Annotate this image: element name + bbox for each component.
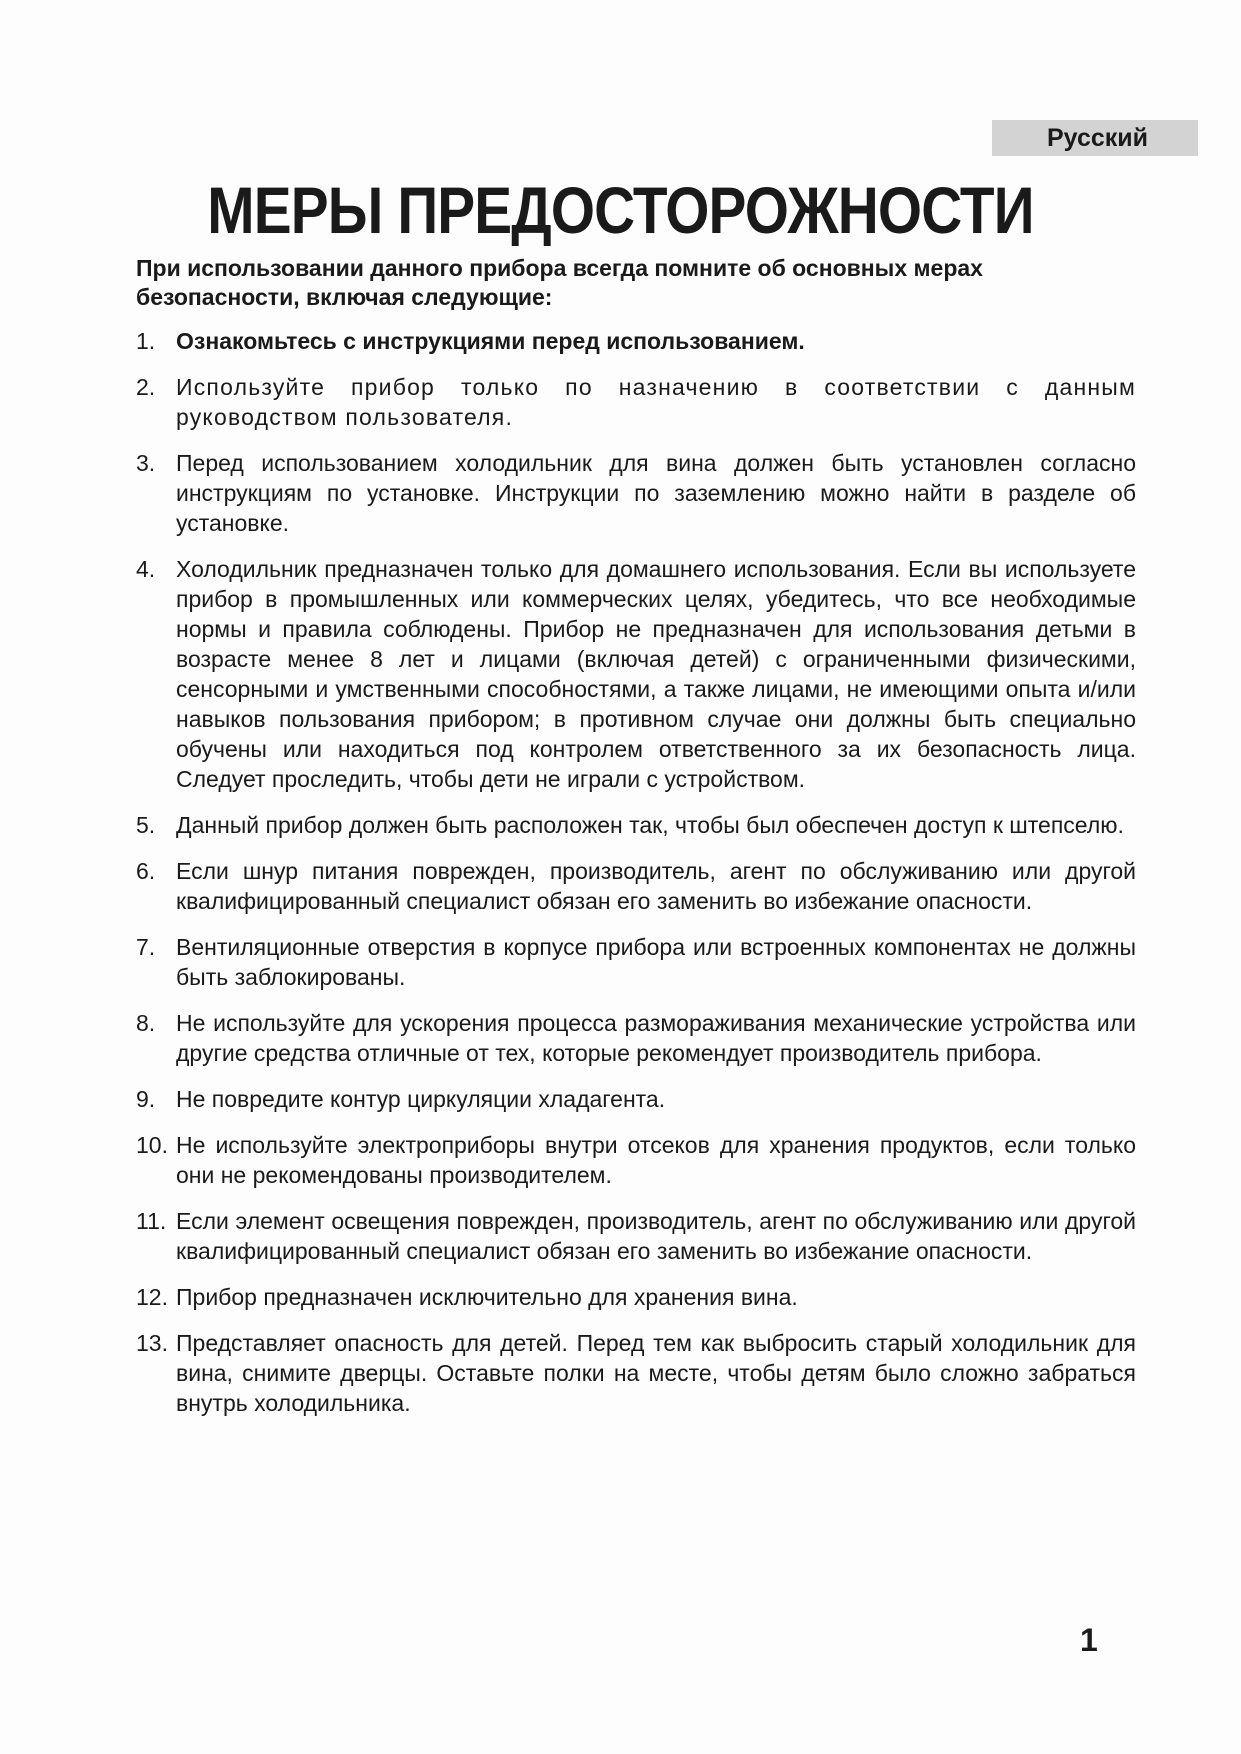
list-item — [136, 932, 1136, 992]
list-item — [136, 1282, 1136, 1312]
page-title: МЕРЫ ПРЕДОСТОРОЖНОСТИ — [207, 173, 1034, 247]
item-number: 8. — [136, 1010, 156, 1036]
item-text: Используйте прибор только по назначению в соответствии с данным руководством пользователя. — [176, 374, 1136, 430]
item-number: 10. — [136, 1132, 168, 1158]
list-item — [136, 1008, 1136, 1068]
item-number: 2. — [136, 374, 156, 400]
item-number: 11. — [136, 1208, 167, 1234]
item-text: Прибор предназначен исключительно для хранения вина. — [176, 1284, 798, 1310]
list-item — [136, 554, 1136, 794]
item-text: Представляет опасность для детей. Перед тем как выбросить старый холодильник для вина, снимите дверцы. Оставьте полки на месте, чтобы детям было сложно забраться внутрь холодильника. — [176, 1330, 1136, 1416]
list-item — [136, 326, 1136, 356]
item-number: 3. — [136, 450, 156, 476]
list-item — [136, 810, 1136, 840]
item-number: 9. — [136, 1086, 156, 1112]
item-text: Холодильник предназначен только для домашнего использования. Если вы используете прибор в промышленных или коммерческих целях, убедитесь, что все необходимые нормы и правила соблюдены. Прибор не предназначен для использования детьми в возрасте менее 8 лет и лицами (включая детей) с ограниченными физическими, сенсорными и умственными способностями, а также лицами, не имеющими опыта и/или навыков пользования прибором; в противном случае они должны быть специально обучены или находиться под контролем ответственного за их безопасность лица. Следует проследить, чтобы дети не играли с устройством. — [176, 556, 1136, 792]
list-item — [136, 1206, 1136, 1266]
page-number: 1 — [1080, 1622, 1098, 1658]
item-number: 13. — [136, 1330, 168, 1356]
item-number: 6. — [136, 858, 156, 884]
item-text: Вентиляционные отверстия в корпусе прибора или встроенных компонентах не должны быть заблокированы. — [176, 934, 1136, 990]
item-text: Ознакомьтесь с инструкциями перед использованием. — [176, 328, 805, 354]
item-text: Если элемент освещения поврежден, производитель, агент по обслуживанию или другой квалифицированный специалист обязан его заменить во избежание опасности. — [176, 1208, 1136, 1264]
precautions-list — [136, 326, 1136, 1434]
item-number: 7. — [136, 934, 156, 960]
item-text: Не повредите контур циркуляции хладагента. — [176, 1086, 666, 1112]
item-text: Данный прибор должен быть расположен так, чтобы был обеспечен доступ к штепселю. — [176, 812, 1124, 838]
list-item — [136, 856, 1136, 916]
language-tab: Русский — [992, 120, 1198, 156]
list-item — [136, 372, 1136, 432]
list-item — [136, 1328, 1136, 1418]
item-number: 4. — [136, 556, 156, 582]
list-item — [136, 1084, 1136, 1114]
item-text: Не используйте электроприборы внутри отсеков для хранения продуктов, если только они не рекомендованы производителем. — [176, 1132, 1136, 1188]
list-item — [136, 1130, 1136, 1190]
intro-text: При использовании данного прибора всегда помните об основных мерах безопасности, включая следующие: — [136, 255, 983, 310]
item-number: 12. — [136, 1284, 168, 1310]
list-item — [136, 448, 1136, 538]
item-text: Перед использованием холодильник для вина должен быть установлен согласно инструкциям по установке. Инструкции по заземлению можно найти в разделе об установке. — [176, 450, 1136, 536]
item-number: 5. — [136, 812, 156, 838]
item-text: Не используйте для ускорения процесса размораживания механические устройства или другие средства отличные от тех, которые рекомендует производитель прибора. — [176, 1010, 1136, 1066]
item-number: 1. — [136, 328, 156, 354]
item-text: Если шнур питания поврежден, производитель, агент по обслуживанию или другой квалифицированный специалист обязан его заменить во избежание опасности. — [176, 858, 1136, 914]
